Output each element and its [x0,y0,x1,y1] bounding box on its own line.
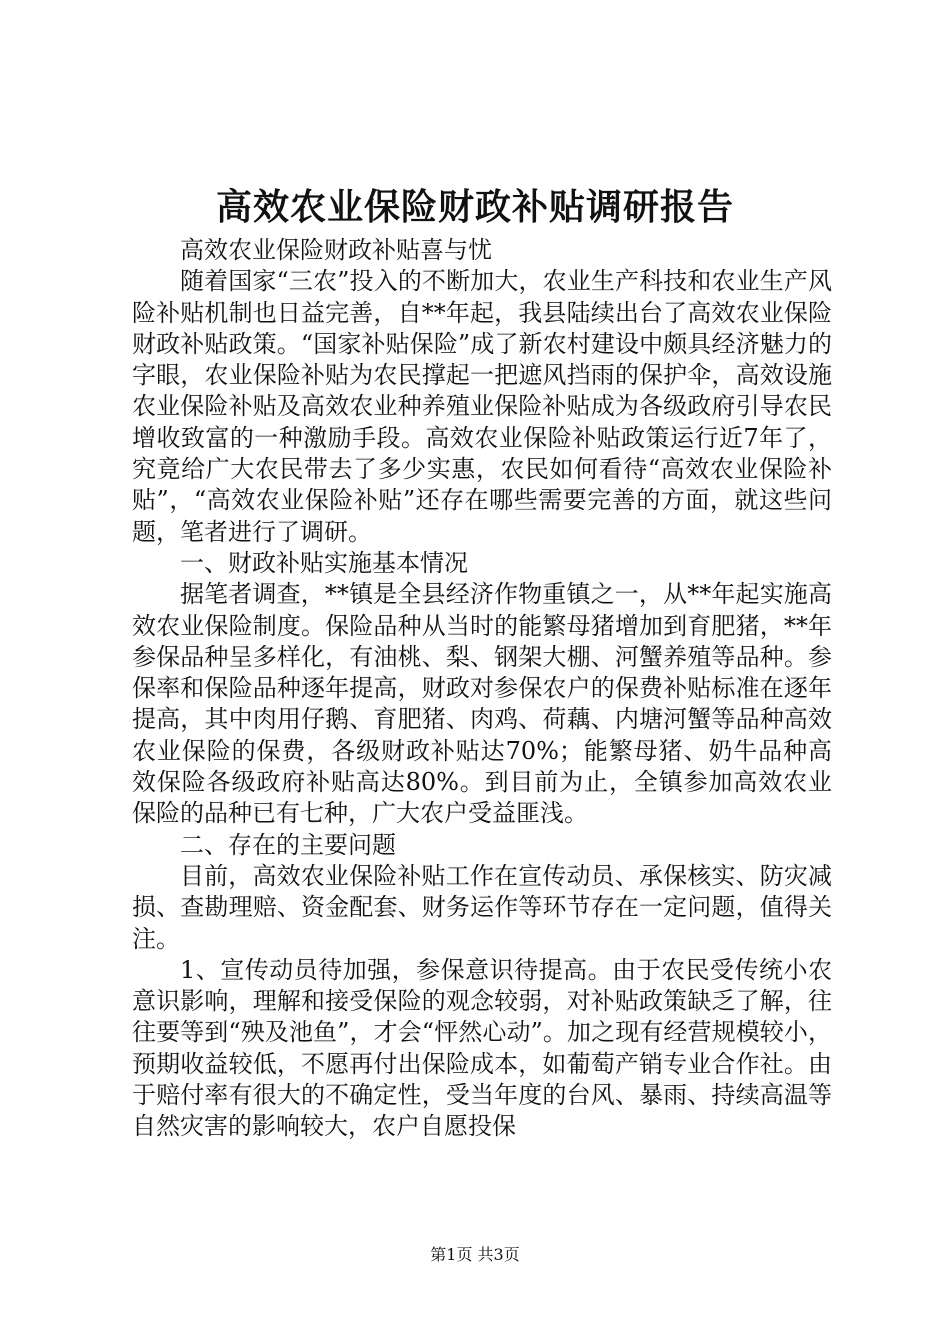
subtitle-paragraph: 高效农业保险财政补贴喜与忧 [180,236,492,264]
section-heading-2: 二、存在的主要问题 [180,830,396,859]
document-title: 高效农业保险财政补贴调研报告 [215,186,734,228]
section-2-paragraph: 目前，高效农业保险补贴工作在宣传动员、承保核实、防灾减损、查勘理赔、资金配套、财务运作等环节存在一定问题，值得关注。 [132,861,832,953]
section-1-paragraph: 据笔者调查，**镇是全县经济作物重镇之一，从**年起实施高效农业保险制度。保险品种从当时的能繁母猪增加到育肥猪，**年参保品种呈多样化，有油桃、梨、钢架大棚、河蟹养殖等品种。参保率和保险品种逐年提高，财政对参保农户的保费补贴标准在逐年提高，其中肉用仔鹅、育肥猪、肉鸡、荷藕、内塘河蟹等品种高效农业保险的保费，各级财政补贴达70%；能繁母猪、奶牛品种高效保险各级政府补贴高达80%。到目前为止，全镇参加高效农业保险的品种已有七种，广大农户受益匪浅。 [132,580,832,828]
problem-1-paragraph: 1、宣传动员待加强，参保意识待提高。由于农民受传统小农意识影响，理解和接受保险的观念较弱，对补贴政策缺乏了解，往往要等到“殃及池鱼”，才会“怦然心动”。加之现有经营规模较小，预期收益较低，不愿再付出保险成本，如葡萄产销专业合作社。由于赔付率有很大的不确定性，受当年度的台风、暴雨、持续高温等自然灾害的影响较大，农户自愿投保 [132,955,832,1141]
document-body [132,235,832,1143]
page-footer: 第1页 共3页 [430,1245,520,1264]
section-heading-1: 一、财政补贴实施基本情况 [180,548,468,577]
intro-paragraph: 随着国家“三农”投入的不断加大，农业生产科技和农业生产风险补贴机制也日益完善，自**年起，我县陆续出台了高效农业保险财政补贴政策。“国家补贴保险”成了新农村建设中颇具经济魅力的字眼，农业保险补贴为农民撑起一把遮风挡雨的保护伞，高效设施农业保险补贴及高效农业种养殖业保险补贴成为各级政府引导农民增收致富的一种激励手段。高效农业保险补贴政策运行近7年了，究竟给广大农民带去了多少实惠，农民如何看待“高效农业保险补贴”，“高效农业保险补贴”还存在哪些需要完善的方面，就这些问题，笔者进行了调研。 [132,267,832,546]
